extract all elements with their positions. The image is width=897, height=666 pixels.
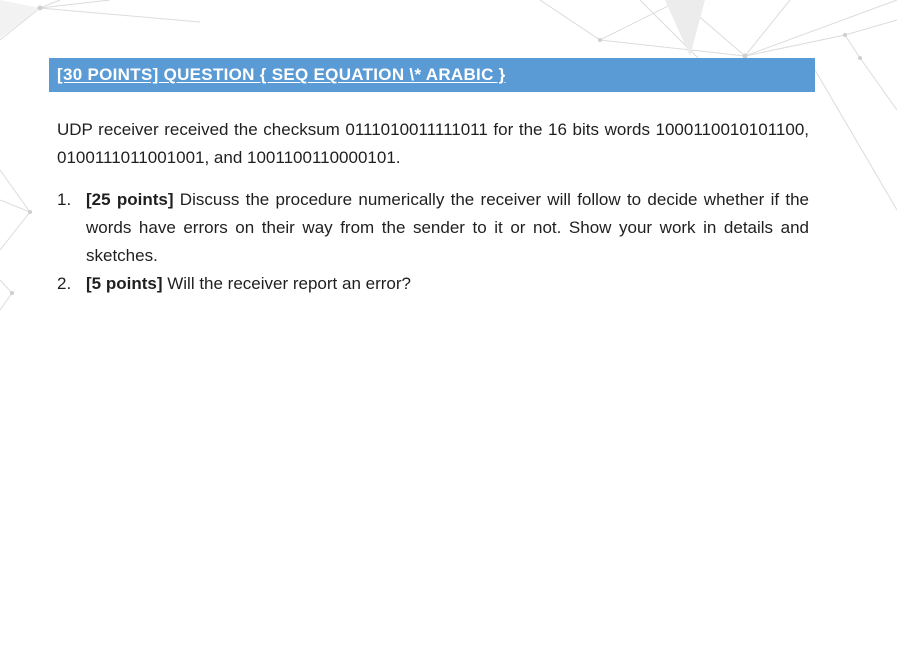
sub-question-points: [25 points]	[86, 190, 174, 209]
sub-question-text: Will the receiver report an error?	[162, 274, 411, 293]
sub-question-list	[57, 186, 809, 298]
sub-question-1	[57, 186, 809, 270]
sub-question-2	[57, 270, 809, 298]
sub-question-number: 1.	[57, 190, 72, 209]
question-header-bar	[49, 58, 815, 92]
sub-question-text: Discuss the procedure numerically the receiver will follow to decide whether if the words have errors on their way from the sender to it or not. Show your work in details and sketches.	[86, 190, 809, 265]
sub-question-points: [5 points]	[86, 274, 163, 293]
sub-question-number: 2.	[57, 274, 72, 293]
question-intro-text: UDP receiver received the checksum 0111010011111011 for the 16 bits words 1000110010101100, 0100111011001001, and 1001100110000101.	[57, 120, 809, 167]
question-body	[57, 116, 809, 298]
question-title: [30 POINTS] QUESTION { SEQ EQUATION \* ARABIC }	[57, 65, 506, 84]
